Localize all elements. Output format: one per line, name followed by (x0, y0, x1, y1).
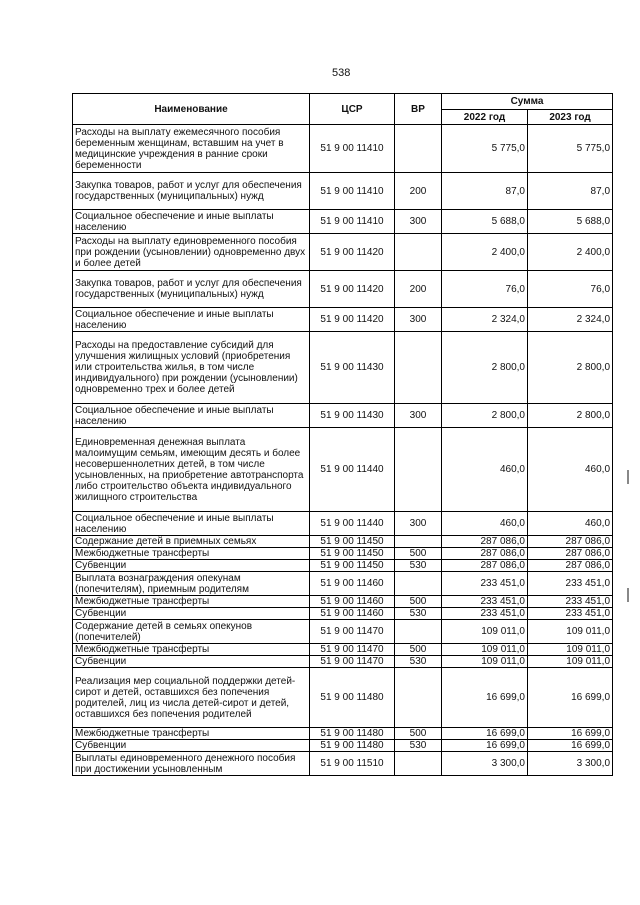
row-csr: 51 9 00 11430 (310, 404, 395, 428)
table-row (73, 656, 613, 668)
row-amount-2022: 287 086,0 (442, 548, 528, 560)
row-csr: 51 9 00 11420 (310, 234, 395, 271)
header-csr: ЦСР (310, 94, 395, 125)
row-amount-2022: 460,0 (442, 512, 528, 536)
page-number: 538 (332, 67, 351, 79)
row-amount-2022: 109 011,0 (442, 644, 528, 656)
row-vr (395, 752, 442, 776)
table-row (73, 596, 613, 608)
row-name: Субвенции (73, 656, 310, 668)
row-name: Социальное обеспечение и иные выплаты населению (73, 404, 310, 428)
row-amount-2022: 233 451,0 (442, 572, 528, 596)
row-amount-2022: 2 800,0 (442, 332, 528, 404)
table-row (73, 332, 613, 404)
row-amount-2023: 109 011,0 (528, 620, 613, 644)
row-vr (395, 620, 442, 644)
table-row (73, 428, 613, 512)
row-name: Закупка товаров, работ и услуг для обеспечения государственных (муниципальных) нужд (73, 173, 310, 210)
row-csr: 51 9 00 11420 (310, 271, 395, 308)
row-csr: 51 9 00 11440 (310, 512, 395, 536)
row-csr: 51 9 00 11480 (310, 740, 395, 752)
row-name: Расходы на выплату единовременного пособия при рождении (усыновлении) одновременно двух и более детей (73, 234, 310, 271)
row-name: Субвенции (73, 740, 310, 752)
row-vr: 500 (395, 596, 442, 608)
row-name: Расходы на выплату ежемесячного пособия беременным женщинам, вставшим на учет в медицинские учреждения в ранние сроки беременности (73, 125, 310, 173)
row-amount-2022: 2 400,0 (442, 234, 528, 271)
row-name: Межбюджетные трансферты (73, 644, 310, 656)
table-body (73, 125, 613, 776)
row-amount-2023: 233 451,0 (528, 596, 613, 608)
row-name: Социальное обеспечение и иные выплаты населению (73, 210, 310, 234)
row-csr: 51 9 00 11430 (310, 332, 395, 404)
row-csr: 51 9 00 11450 (310, 560, 395, 572)
row-amount-2023: 2 324,0 (528, 308, 613, 332)
row-name: Содержание детей в семьях опекунов (попечителей) (73, 620, 310, 644)
row-vr: 500 (395, 644, 442, 656)
row-amount-2023: 16 699,0 (528, 740, 613, 752)
row-name: Социальное обеспечение и иные выплаты населению (73, 308, 310, 332)
row-amount-2022: 76,0 (442, 271, 528, 308)
row-csr: 51 9 00 11460 (310, 608, 395, 620)
row-csr: 51 9 00 11460 (310, 572, 395, 596)
table-row (73, 572, 613, 596)
row-name: Выплаты единовременного денежного пособия при достижении усыновленным (73, 752, 310, 776)
row-name: Выплата вознаграждения опекунам (попечителям), приемным родителям (73, 572, 310, 596)
row-name: Межбюджетные трансферты (73, 596, 310, 608)
row-amount-2022: 2 324,0 (442, 308, 528, 332)
row-vr: 300 (395, 210, 442, 234)
row-name: Закупка товаров, работ и услуг для обеспечения государственных (муниципальных) нужд (73, 271, 310, 308)
table-row (73, 271, 613, 308)
row-vr: 500 (395, 548, 442, 560)
row-amount-2022: 16 699,0 (442, 740, 528, 752)
table-row (73, 752, 613, 776)
row-name: Социальное обеспечение и иные выплаты населению (73, 512, 310, 536)
row-csr: 51 9 00 11480 (310, 668, 395, 728)
row-csr: 51 9 00 11480 (310, 728, 395, 740)
row-amount-2022: 287 086,0 (442, 560, 528, 572)
row-csr: 51 9 00 11410 (310, 173, 395, 210)
row-vr: 530 (395, 740, 442, 752)
table-row (73, 308, 613, 332)
row-amount-2023: 287 086,0 (528, 560, 613, 572)
row-vr: 300 (395, 404, 442, 428)
row-amount-2023: 2 400,0 (528, 234, 613, 271)
row-amount-2022: 5 688,0 (442, 210, 528, 234)
row-vr: 300 (395, 308, 442, 332)
table-row (73, 173, 613, 210)
row-vr: 500 (395, 728, 442, 740)
row-amount-2022: 2 800,0 (442, 404, 528, 428)
table-row (73, 668, 613, 728)
table-row (73, 620, 613, 644)
row-amount-2022: 460,0 (442, 428, 528, 512)
row-name: Субвенции (73, 608, 310, 620)
row-vr (395, 572, 442, 596)
row-amount-2022: 16 699,0 (442, 728, 528, 740)
row-amount-2023: 2 800,0 (528, 332, 613, 404)
table-row (73, 608, 613, 620)
row-name: Расходы на предоставление субсидий для улучшения жилищных условий (приобретения или строительства жилья, в том числе индивидуального) при рождении (усыновлении) одновременно трех и более детей (73, 332, 310, 404)
header-sum: Сумма (442, 94, 613, 110)
row-amount-2022: 233 451,0 (442, 608, 528, 620)
row-name: Реализация мер социальной поддержки детей-сирот и детей, оставшихся без попечения родителей, лиц из числа детей-сирот и детей, оставшихся без попечения родителей (73, 668, 310, 728)
header-vr: ВР (395, 94, 442, 125)
row-amount-2023: 233 451,0 (528, 572, 613, 596)
row-amount-2022: 109 011,0 (442, 620, 528, 644)
row-csr: 51 9 00 11450 (310, 536, 395, 548)
row-amount-2023: 16 699,0 (528, 728, 613, 740)
row-amount-2022: 5 775,0 (442, 125, 528, 173)
header-year-2023: 2023 год (528, 110, 613, 125)
header-year-2022: 2022 год (442, 110, 528, 125)
table-row (73, 536, 613, 548)
row-amount-2023: 5 688,0 (528, 210, 613, 234)
row-amount-2023: 76,0 (528, 271, 613, 308)
row-amount-2023: 109 011,0 (528, 656, 613, 668)
row-amount-2023: 2 800,0 (528, 404, 613, 428)
row-name: Единовременная денежная выплата малоимущим семьям, имеющим десять и более несовершеннолетних детей, в том числе усыновленных, на приобретение автотранспорта либо строительство объекта индивидуального жилищного строительства (73, 428, 310, 512)
table-row (73, 728, 613, 740)
table-row (73, 548, 613, 560)
table-row (73, 560, 613, 572)
row-csr: 51 9 00 11470 (310, 644, 395, 656)
table-header (73, 94, 613, 125)
row-amount-2023: 109 011,0 (528, 644, 613, 656)
table-row (73, 210, 613, 234)
row-vr (395, 428, 442, 512)
row-vr: 530 (395, 560, 442, 572)
row-amount-2023: 460,0 (528, 428, 613, 512)
row-vr (395, 668, 442, 728)
row-amount-2023: 233 451,0 (528, 608, 613, 620)
row-name: Межбюджетные трансферты (73, 548, 310, 560)
row-amount-2023: 3 300,0 (528, 752, 613, 776)
row-amount-2022: 87,0 (442, 173, 528, 210)
row-csr: 51 9 00 11450 (310, 548, 395, 560)
table-row (73, 234, 613, 271)
row-csr: 51 9 00 11420 (310, 308, 395, 332)
row-name: Содержание детей в приемных семьях (73, 536, 310, 548)
row-name: Межбюджетные трансферты (73, 728, 310, 740)
row-vr: 530 (395, 656, 442, 668)
table-row (73, 740, 613, 752)
row-vr (395, 536, 442, 548)
header-name: Наименование (73, 94, 310, 125)
row-amount-2023: 5 775,0 (528, 125, 613, 173)
row-amount-2022: 16 699,0 (442, 668, 528, 728)
row-amount-2023: 16 699,0 (528, 668, 613, 728)
row-amount-2023: 460,0 (528, 512, 613, 536)
row-csr: 51 9 00 11410 (310, 210, 395, 234)
row-csr: 51 9 00 11460 (310, 596, 395, 608)
row-amount-2022: 109 011,0 (442, 656, 528, 668)
row-amount-2023: 287 086,0 (528, 536, 613, 548)
scan-artifact (627, 588, 629, 602)
row-vr: 200 (395, 173, 442, 210)
row-vr (395, 125, 442, 173)
scan-artifact (627, 470, 629, 484)
table-row (73, 644, 613, 656)
row-amount-2022: 287 086,0 (442, 536, 528, 548)
row-vr: 200 (395, 271, 442, 308)
row-csr: 51 9 00 11410 (310, 125, 395, 173)
table-row (73, 512, 613, 536)
row-amount-2022: 3 300,0 (442, 752, 528, 776)
row-vr: 300 (395, 512, 442, 536)
row-csr: 51 9 00 11440 (310, 428, 395, 512)
table-row (73, 125, 613, 173)
row-vr: 530 (395, 608, 442, 620)
row-vr (395, 234, 442, 271)
row-amount-2023: 287 086,0 (528, 548, 613, 560)
row-vr (395, 332, 442, 404)
table-row (73, 404, 613, 428)
budget-table (72, 93, 613, 776)
row-csr: 51 9 00 11510 (310, 752, 395, 776)
row-amount-2023: 87,0 (528, 173, 613, 210)
row-amount-2022: 233 451,0 (442, 596, 528, 608)
row-csr: 51 9 00 11470 (310, 656, 395, 668)
row-csr: 51 9 00 11470 (310, 620, 395, 644)
row-name: Субвенции (73, 560, 310, 572)
